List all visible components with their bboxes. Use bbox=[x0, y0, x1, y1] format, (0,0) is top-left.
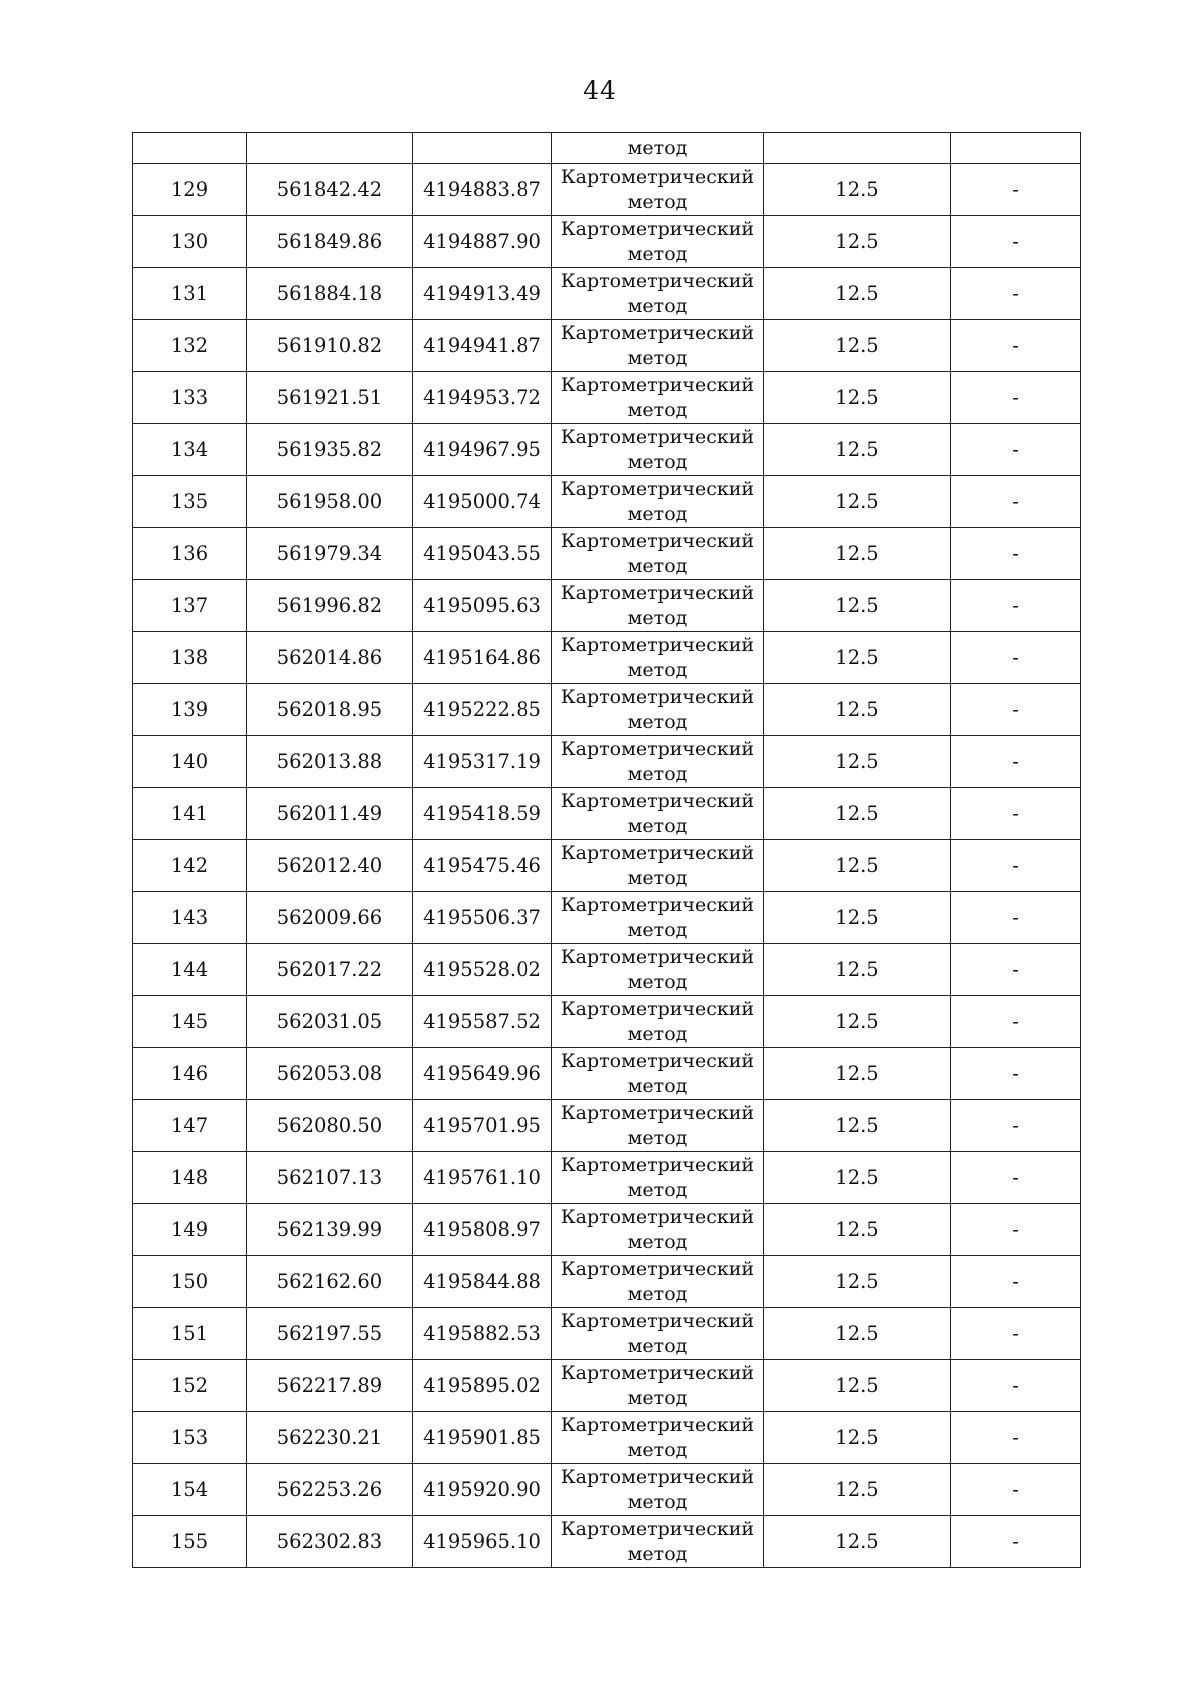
cell-accuracy: 12.5 bbox=[764, 268, 951, 320]
method-line-2: метод bbox=[627, 1542, 688, 1565]
method-line-1: Картометрический bbox=[560, 1361, 755, 1384]
cell-number: 142 bbox=[133, 840, 247, 892]
method-line-1: Картометрический bbox=[560, 789, 755, 812]
cell-note: - bbox=[951, 632, 1081, 684]
cell-y: 4195920.90 bbox=[413, 1464, 552, 1516]
cell-method bbox=[552, 1100, 764, 1152]
method-line-1: Картометрический bbox=[560, 997, 755, 1020]
cell-number: 129 bbox=[133, 164, 247, 216]
cell-method bbox=[552, 996, 764, 1048]
table-row bbox=[133, 892, 1081, 944]
method-line-2: метод bbox=[627, 294, 688, 317]
method-line-1: Картометрический bbox=[560, 1049, 755, 1072]
cell-y: 4194883.87 bbox=[413, 164, 552, 216]
cell-method bbox=[552, 1256, 764, 1308]
cell-x: 562230.21 bbox=[247, 1412, 413, 1464]
cell-number: 153 bbox=[133, 1412, 247, 1464]
cell-number: 133 bbox=[133, 372, 247, 424]
method-line-2: метод bbox=[627, 1022, 688, 1045]
method-line-2: метод bbox=[627, 242, 688, 265]
cell-accuracy: 12.5 bbox=[764, 1048, 951, 1100]
cell-accuracy: 12.5 bbox=[764, 632, 951, 684]
cell-number bbox=[133, 133, 247, 164]
cell-note: - bbox=[951, 1100, 1081, 1152]
cell-accuracy: 12.5 bbox=[764, 1360, 951, 1412]
table-row bbox=[133, 476, 1081, 528]
cell-note: - bbox=[951, 1360, 1081, 1412]
cell-number: 150 bbox=[133, 1256, 247, 1308]
method-line-1: Картометрический bbox=[560, 373, 755, 396]
cell-y: 4195317.19 bbox=[413, 736, 552, 788]
method-line-1: Картометрический bbox=[560, 737, 755, 760]
method-line-1: Картометрический bbox=[560, 269, 755, 292]
cell-method bbox=[552, 268, 764, 320]
method-line-2: метод bbox=[627, 814, 688, 837]
method-line-1: Картометрический bbox=[560, 633, 755, 656]
cell-x: 562162.60 bbox=[247, 1256, 413, 1308]
cell-y: 4195901.85 bbox=[413, 1412, 552, 1464]
method-line-2: метод bbox=[627, 1282, 688, 1305]
cell-note: - bbox=[951, 528, 1081, 580]
cell-x bbox=[247, 133, 413, 164]
cell-number: 141 bbox=[133, 788, 247, 840]
cell-y: 4195475.46 bbox=[413, 840, 552, 892]
cell-x: 562011.49 bbox=[247, 788, 413, 840]
cell-number: 138 bbox=[133, 632, 247, 684]
cell-x: 562053.08 bbox=[247, 1048, 413, 1100]
cell-y: 4195164.86 bbox=[413, 632, 552, 684]
method-line-1: Картометрический bbox=[560, 425, 755, 448]
cell-method bbox=[552, 528, 764, 580]
method-line-1: Картометрический bbox=[560, 685, 755, 708]
method-line-1: Картометрический bbox=[560, 1257, 755, 1280]
cell-number: 134 bbox=[133, 424, 247, 476]
cell-x: 562031.05 bbox=[247, 996, 413, 1048]
cell-method bbox=[552, 372, 764, 424]
cell-x: 562302.83 bbox=[247, 1516, 413, 1568]
table-row bbox=[133, 580, 1081, 632]
cell-accuracy: 12.5 bbox=[764, 424, 951, 476]
cell-number: 154 bbox=[133, 1464, 247, 1516]
method-line-2: метод bbox=[627, 1386, 688, 1409]
cell-number: 139 bbox=[133, 684, 247, 736]
cell-y: 4195095.63 bbox=[413, 580, 552, 632]
cell-x: 562013.88 bbox=[247, 736, 413, 788]
cell-note: - bbox=[951, 1048, 1081, 1100]
cell-note: - bbox=[951, 476, 1081, 528]
continuation-row bbox=[133, 133, 1081, 164]
cell-note: - bbox=[951, 996, 1081, 1048]
table-row bbox=[133, 1152, 1081, 1204]
cell-method bbox=[552, 1048, 764, 1100]
cell-y bbox=[413, 133, 552, 164]
cell-y: 4195000.74 bbox=[413, 476, 552, 528]
cell-method bbox=[552, 944, 764, 996]
cell-method bbox=[552, 476, 764, 528]
method-line-1: Картометрический bbox=[560, 321, 755, 344]
table-row bbox=[133, 268, 1081, 320]
cell-x: 561921.51 bbox=[247, 372, 413, 424]
cell-accuracy: 12.5 bbox=[764, 1308, 951, 1360]
cell-accuracy: 12.5 bbox=[764, 1152, 951, 1204]
cell-x: 561842.42 bbox=[247, 164, 413, 216]
cell-y: 4195808.97 bbox=[413, 1204, 552, 1256]
table-row bbox=[133, 1360, 1081, 1412]
cell-number: 137 bbox=[133, 580, 247, 632]
method-line-1: Картометрический bbox=[560, 1465, 755, 1488]
cell-accuracy: 12.5 bbox=[764, 736, 951, 788]
cell-x: 561979.34 bbox=[247, 528, 413, 580]
method-line-2: метод bbox=[627, 658, 688, 681]
table-row bbox=[133, 372, 1081, 424]
cell-note: - bbox=[951, 1308, 1081, 1360]
cell-number: 155 bbox=[133, 1516, 247, 1568]
method-line-1: Картометрический bbox=[560, 841, 755, 864]
cell-x: 561996.82 bbox=[247, 580, 413, 632]
method-line-2: метод bbox=[627, 762, 688, 785]
cell-x: 562217.89 bbox=[247, 1360, 413, 1412]
table-row bbox=[133, 528, 1081, 580]
method-line-2: метод bbox=[627, 346, 688, 369]
cell-number: 136 bbox=[133, 528, 247, 580]
cell-accuracy: 12.5 bbox=[764, 372, 951, 424]
cell-note: - bbox=[951, 1256, 1081, 1308]
method-line-2: метод bbox=[627, 1178, 688, 1201]
table-row bbox=[133, 216, 1081, 268]
cell-x: 562017.22 bbox=[247, 944, 413, 996]
cell-accuracy: 12.5 bbox=[764, 164, 951, 216]
method-line-2: метод bbox=[627, 1438, 688, 1461]
method-line-2: метод bbox=[627, 1230, 688, 1253]
cell-number: 149 bbox=[133, 1204, 247, 1256]
cell-note: - bbox=[951, 320, 1081, 372]
cell-method bbox=[552, 892, 764, 944]
cell-note: - bbox=[951, 268, 1081, 320]
cell-y: 4195222.85 bbox=[413, 684, 552, 736]
table-row bbox=[133, 632, 1081, 684]
cell-method bbox=[552, 840, 764, 892]
cell-x: 561910.82 bbox=[247, 320, 413, 372]
table-row bbox=[133, 684, 1081, 736]
method-line-2: метод bbox=[627, 606, 688, 629]
cell-note: - bbox=[951, 788, 1081, 840]
table-row bbox=[133, 788, 1081, 840]
cell-y: 4194887.90 bbox=[413, 216, 552, 268]
cell-x: 562253.26 bbox=[247, 1464, 413, 1516]
table-row bbox=[133, 1256, 1081, 1308]
cell-method bbox=[552, 1516, 764, 1568]
cell-x: 562139.99 bbox=[247, 1204, 413, 1256]
cell-y: 4195043.55 bbox=[413, 528, 552, 580]
cell-accuracy: 12.5 bbox=[764, 1516, 951, 1568]
cell-x: 562009.66 bbox=[247, 892, 413, 944]
cell-number: 144 bbox=[133, 944, 247, 996]
cell-y: 4194953.72 bbox=[413, 372, 552, 424]
cell-x: 562012.40 bbox=[247, 840, 413, 892]
cell-method bbox=[552, 684, 764, 736]
table-row bbox=[133, 1516, 1081, 1568]
cell-y: 4195895.02 bbox=[413, 1360, 552, 1412]
cell-note: - bbox=[951, 736, 1081, 788]
cell-y: 4195701.95 bbox=[413, 1100, 552, 1152]
method-line-2: метод bbox=[627, 1490, 688, 1513]
cell-accuracy: 12.5 bbox=[764, 684, 951, 736]
table-row bbox=[133, 944, 1081, 996]
cell-y: 4195761.10 bbox=[413, 1152, 552, 1204]
cell-x: 561935.82 bbox=[247, 424, 413, 476]
method-line-1: Картометрический bbox=[560, 165, 755, 188]
cell-accuracy: 12.5 bbox=[764, 996, 951, 1048]
cell-y: 4195649.96 bbox=[413, 1048, 552, 1100]
cell-y: 4195587.52 bbox=[413, 996, 552, 1048]
cell-method bbox=[552, 1360, 764, 1412]
cell-number: 146 bbox=[133, 1048, 247, 1100]
cell-accuracy: 12.5 bbox=[764, 580, 951, 632]
cell-number: 147 bbox=[133, 1100, 247, 1152]
cell-note: - bbox=[951, 892, 1081, 944]
cell-method: метод bbox=[552, 133, 764, 164]
cell-method bbox=[552, 1152, 764, 1204]
cell-note: - bbox=[951, 684, 1081, 736]
cell-accuracy: 12.5 bbox=[764, 1256, 951, 1308]
cell-method bbox=[552, 1308, 764, 1360]
cell-y: 4195965.10 bbox=[413, 1516, 552, 1568]
table-row bbox=[133, 1412, 1081, 1464]
cell-accuracy: 12.5 bbox=[764, 216, 951, 268]
cell-accuracy: 12.5 bbox=[764, 528, 951, 580]
cell-x: 561849.86 bbox=[247, 216, 413, 268]
cell-method bbox=[552, 788, 764, 840]
cell-number: 132 bbox=[133, 320, 247, 372]
cell-y: 4194913.49 bbox=[413, 268, 552, 320]
cell-accuracy: 12.5 bbox=[764, 1464, 951, 1516]
table-row bbox=[133, 1204, 1081, 1256]
cell-x: 562197.55 bbox=[247, 1308, 413, 1360]
cell-note: - bbox=[951, 164, 1081, 216]
cell-number: 131 bbox=[133, 268, 247, 320]
cell-note: - bbox=[951, 1464, 1081, 1516]
method-line-2: метод bbox=[627, 1334, 688, 1357]
coordinates-table bbox=[132, 132, 1081, 1568]
cell-accuracy: 12.5 bbox=[764, 1204, 951, 1256]
cell-y: 4194967.95 bbox=[413, 424, 552, 476]
cell-note: - bbox=[951, 424, 1081, 476]
cell-y: 4195506.37 bbox=[413, 892, 552, 944]
method-line-2: метод bbox=[627, 918, 688, 941]
method-line-2: метод bbox=[627, 502, 688, 525]
cell-y: 4194941.87 bbox=[413, 320, 552, 372]
cell-accuracy: 12.5 bbox=[764, 944, 951, 996]
method-line-1: Картометрический bbox=[560, 581, 755, 604]
method-line-2: метод bbox=[627, 1126, 688, 1149]
cell-method bbox=[552, 320, 764, 372]
cell-note: - bbox=[951, 1152, 1081, 1204]
cell-y: 4195844.88 bbox=[413, 1256, 552, 1308]
cell-method bbox=[552, 424, 764, 476]
method-line-2: метод bbox=[627, 190, 688, 213]
method-line-1: Картометрический bbox=[560, 1309, 755, 1332]
method-line-2: метод bbox=[627, 398, 688, 421]
cell-number: 151 bbox=[133, 1308, 247, 1360]
cell-x: 562080.50 bbox=[247, 1100, 413, 1152]
cell-note: - bbox=[951, 944, 1081, 996]
cell-method bbox=[552, 580, 764, 632]
cell-y: 4195528.02 bbox=[413, 944, 552, 996]
method-line-2: метод bbox=[627, 1074, 688, 1097]
method-line-2: метод bbox=[627, 554, 688, 577]
table-row bbox=[133, 996, 1081, 1048]
page-number: 44 bbox=[583, 76, 617, 105]
cell-x: 562107.13 bbox=[247, 1152, 413, 1204]
method-line-2: метод bbox=[627, 866, 688, 889]
cell-number: 148 bbox=[133, 1152, 247, 1204]
cell-accuracy: 12.5 bbox=[764, 788, 951, 840]
method-line-1: Картометрический bbox=[560, 1413, 755, 1436]
cell-method bbox=[552, 1412, 764, 1464]
cell-note: - bbox=[951, 1412, 1081, 1464]
cell-accuracy: 12.5 bbox=[764, 1100, 951, 1152]
cell-note bbox=[951, 133, 1081, 164]
method-line-1: Картометрический bbox=[560, 1101, 755, 1124]
cell-accuracy: 12.5 bbox=[764, 892, 951, 944]
cell-note: - bbox=[951, 840, 1081, 892]
cell-number: 143 bbox=[133, 892, 247, 944]
table-row bbox=[133, 164, 1081, 216]
cell-accuracy: 12.5 bbox=[764, 840, 951, 892]
cell-note: - bbox=[951, 1204, 1081, 1256]
method-line-2: метод bbox=[627, 970, 688, 993]
method-line-2: метод bbox=[627, 710, 688, 733]
table-row bbox=[133, 1308, 1081, 1360]
method-line-2: метод bbox=[627, 450, 688, 473]
cell-method bbox=[552, 632, 764, 684]
cell-accuracy: 12.5 bbox=[764, 1412, 951, 1464]
cell-number: 130 bbox=[133, 216, 247, 268]
table-row bbox=[133, 736, 1081, 788]
method-line-1: Картометрический bbox=[560, 945, 755, 968]
cell-number: 140 bbox=[133, 736, 247, 788]
cell-x: 562014.86 bbox=[247, 632, 413, 684]
cell-note: - bbox=[951, 1516, 1081, 1568]
cell-y: 4195882.53 bbox=[413, 1308, 552, 1360]
cell-number: 135 bbox=[133, 476, 247, 528]
cell-number: 152 bbox=[133, 1360, 247, 1412]
cell-accuracy: 12.5 bbox=[764, 320, 951, 372]
cell-number: 145 bbox=[133, 996, 247, 1048]
cell-method bbox=[552, 1464, 764, 1516]
table-row bbox=[133, 840, 1081, 892]
cell-note: - bbox=[951, 580, 1081, 632]
cell-note: - bbox=[951, 216, 1081, 268]
table-row bbox=[133, 424, 1081, 476]
method-line-1: Картометрический bbox=[560, 893, 755, 916]
cell-accuracy bbox=[764, 133, 951, 164]
coordinates-table-body bbox=[133, 133, 1081, 1568]
cell-method bbox=[552, 736, 764, 788]
cell-note: - bbox=[951, 372, 1081, 424]
cell-y: 4195418.59 bbox=[413, 788, 552, 840]
method-line-1: Картометрический bbox=[560, 217, 755, 240]
cell-x: 561884.18 bbox=[247, 268, 413, 320]
table-row bbox=[133, 320, 1081, 372]
table-row bbox=[133, 1100, 1081, 1152]
cell-x: 562018.95 bbox=[247, 684, 413, 736]
table-row bbox=[133, 1464, 1081, 1516]
table-row bbox=[133, 1048, 1081, 1100]
cell-method bbox=[552, 216, 764, 268]
method-line-1: Картометрический bbox=[560, 529, 755, 552]
method-line-1: Картометрический bbox=[560, 1153, 755, 1176]
method-line-1: Картометрический bbox=[560, 1205, 755, 1228]
cell-x: 561958.00 bbox=[247, 476, 413, 528]
method-line-1: Картометрический bbox=[560, 477, 755, 500]
cell-method bbox=[552, 1204, 764, 1256]
cell-method bbox=[552, 164, 764, 216]
cell-accuracy: 12.5 bbox=[764, 476, 951, 528]
method-line-1: Картометрический bbox=[560, 1517, 755, 1540]
